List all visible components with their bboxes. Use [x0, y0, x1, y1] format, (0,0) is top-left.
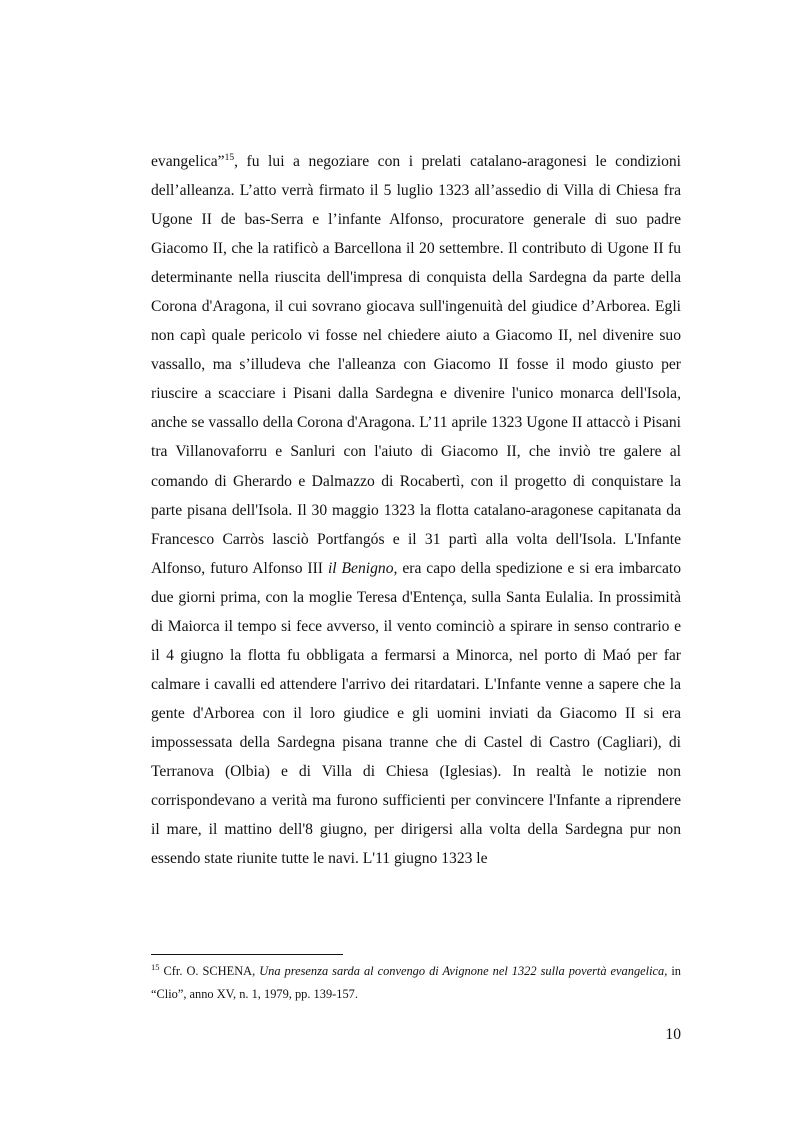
body-paragraph: [151, 147, 681, 873]
body-text-segment: era capo della spedizione e si era imbarcato due giorni prima, con la moglie Teresa d'Entença, sulla Santa Eulalia. In prossimità di Maiorca il tempo si fece avverso, il vento cominciò a spirare in senso contrario e il 4 giugno la flotta fu obbligata a fermarsi a Minorca, nel porto di Maó per far calmare i cavalli ed attendere l'arrivo dei ritardatari. L'Infante venne a sapere che la gente d'Arborea con il loro giudice e gli uomini inviati da Giacomo II si era impossessata della Sardegna pisana tranne che di Castel di Castro (Cagliari), di Terranova (Olbia) e di Villa di Chiesa (Iglesias). In realtà le notizie non corrispondevano a verità ma furono sufficienti per convincere l'Infante a riprendere il mare, il mattino dell'8 giugno, per dirigersi alla volta della Sardegna pur non essendo state riunite tutte le navi. L'11 giugno 1323 le: [151, 559, 681, 868]
footnote-separator: [151, 954, 343, 955]
page-number: 10: [665, 1026, 681, 1043]
footnote-reference[interactable]: 15: [224, 153, 235, 163]
footnote: [151, 960, 681, 1006]
footnote-title: Una presenza sarda al convengo di Avignone nel 1322 sulla povertà evangelica,: [259, 964, 668, 978]
body-text-segment: , fu lui a negoziare con i prelati catalano-aragonesi le condizioni dell’alleanza. L’atto verrà firmato il 5 luglio 1323 all’assedio di Villa di Chiesa fra Ugone II de bas-Serra e l’infante Alfonso, procuratore generale di suo padre Giacomo II, che la ratificò a Barcellona il 20 settembre. Il contributo di Ugone II fu determinante nella riuscita dell'impresa di conquista della Sardegna da parte della Corona d'Aragona, il cui sovrano giocava sull'ingenuità del giudice d’Arborea. Egli non capì quale pericolo vi fosse nel chiedere aiuto a Giacomo II, nel divenire suo vassallo, ma s’illudeva che l'alleanza con Giacomo II fosse il modo giusto per riuscire a scacciare i Pisani dalla Sardegna e divenire l'unico monarca dell'Isola, anche se vassallo della Corona d'Aragona. L’11 aprile 1323 Ugone II attaccò i Pisani tra Villanovaforru e Sanluri con l'aiuto di Giacomo II, che inviò tre galere al comando di Gherardo e Dalmazzo di Rocabertì, con il progetto di conquistare la parte pisana dell'Isola. Il 30 maggio 1323 la flotta catalano-aragonese capitanata da Francesco Carròs lasciò Portfangós e il 31 partì alla volta dell'Isola. L'Infante Alfonso, futuro Alfonso III: [151, 153, 681, 577]
footnote-number: 15: [151, 962, 160, 972]
body-text-segment: evangelica”: [151, 153, 225, 170]
footnote-text: in “Clio”, anno XV, n. 1, 1979, pp. 139-157.: [151, 964, 681, 1001]
footnote-text: Cfr. O. SCHENA,: [159, 964, 260, 978]
body-text-italic: il Benigno,: [327, 559, 398, 577]
